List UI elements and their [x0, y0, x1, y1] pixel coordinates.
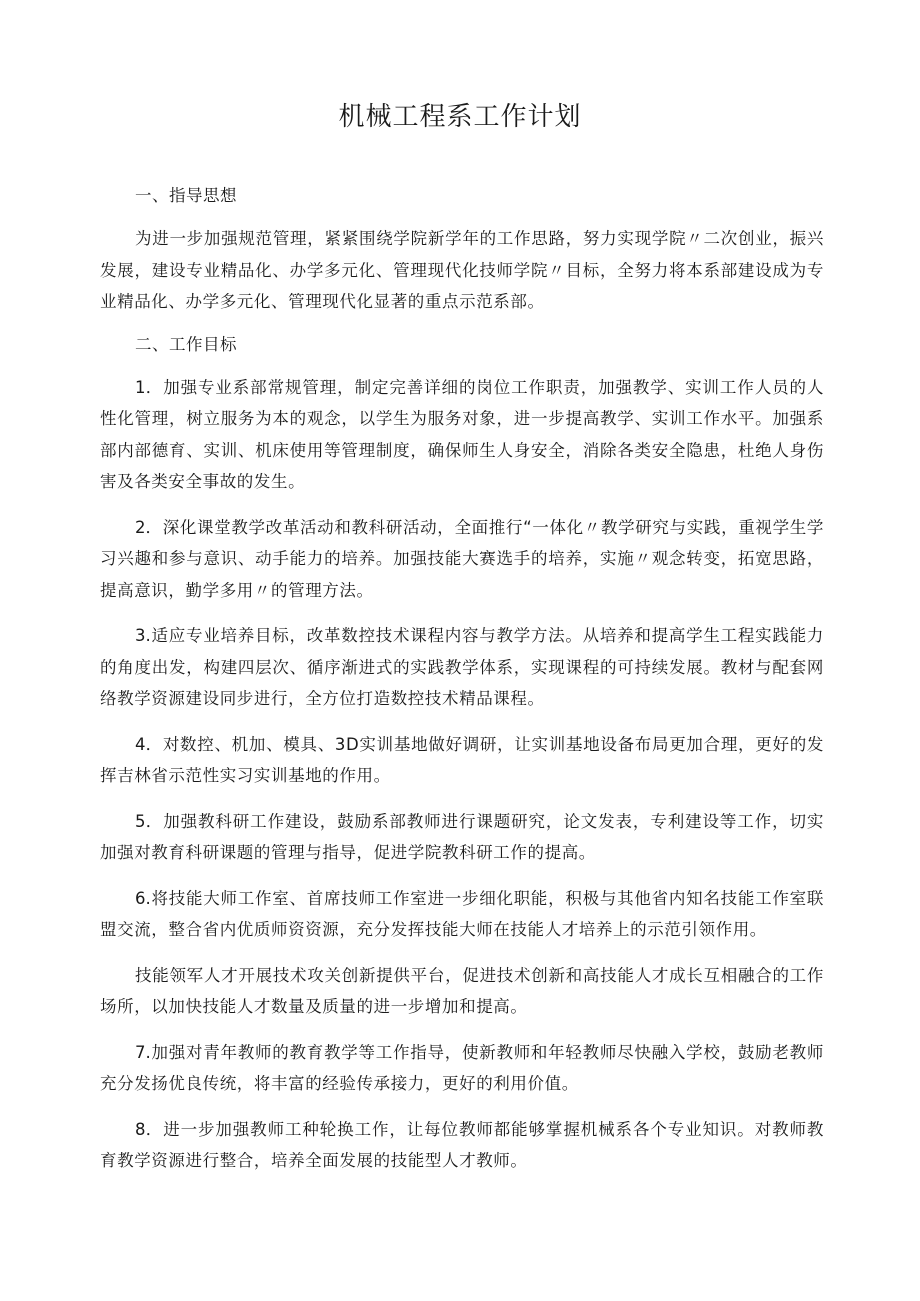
goal-text: ．加强专业系部常规管理，制定完善详细的岗位工作职责，加强教学、实训工作人员的人性化管理，树立服务为本的观念，以学生为服务对象，进一步提高教学、实训工作水平。加强系部内部德育、实训、机床使用等管理制度，确保师生人身安全，消除各类安全隐患，杜绝人身伤害及各类安全事故的发生。: [100, 377, 824, 491]
goal-item-1: [100, 372, 824, 498]
goal-item-6: [100, 883, 824, 946]
goal-text: .加强对青年教师的教育教学等工作指导，使新教师和年轻教师尽快融入学校，鼓励老教师充分发扬优良传统，将丰富的经验传承接力，更好的利用价值。: [100, 1042, 824, 1093]
document-body: [100, 183, 824, 1191]
goal-item-6-continuation: [100, 960, 824, 1023]
goal-number: 7: [135, 1042, 146, 1062]
goal-text: .将技能大师工作室、首席技师工作室进一步细化职能，积极与其他省内知名技能工作室联盟交流，整合省内优质师资资源，充分发挥技能大师在技能人才培养上的示范引领作用。: [100, 888, 824, 939]
document-title: 机械工程系工作计划: [338, 102, 582, 132]
goal-text: ．深化课堂教学改革活动和教科研活动，全面推行“一体化〃教学研究与实践，重视学生学习兴趣和参与意识、动手能力的培养。加强技能大赛选手的培养，实施〃观念转变，拓宽思路，提高意识，勤学多用〃的管理方法。: [100, 517, 824, 600]
goal-number: 6: [135, 888, 146, 908]
goal-item-3: [100, 620, 824, 715]
goal-number: 8: [135, 1119, 146, 1139]
goal-text: ．加强教科研工作建设，鼓励系部教师进行课题研究，论文发表，专利建设等工作，切实加强对教育科研课题的管理与指导，促进学院教科研工作的提高。: [100, 811, 824, 862]
goal-number: 4: [135, 734, 146, 754]
goal-text: ．对数控、机加、模具、3D实训基地做好调研，让实训基地设备布局更加合理，更好的发挥吉林省示范性实习实训基地的作用。: [100, 734, 824, 785]
goal-number: 3: [135, 626, 146, 645]
goal-number: 1: [135, 377, 146, 397]
goal-item-7: [100, 1037, 824, 1100]
goal-number: 2: [135, 517, 146, 537]
goal-item-4: [100, 729, 824, 792]
goal-item-8: [100, 1114, 824, 1177]
paragraph-guiding-ideology: 为进一步加强规范管理，紧紧围绕学院新学年的工作思路，努力实现学院〃二次创业，振兴发展，建设专业精品化、办学多元化、管理现代化技师学院〃目标，全努力将本系部建设成为专业精品化、办学多元化、管理现代化显著的重点示范系部。: [100, 229, 824, 311]
goal-text: 技能领军人才开展技术攻关创新提供平台，促进技术创新和高技能人才成长互相融合的工作场所，以加快技能人才数量及质量的进一步增加和提高。: [100, 965, 824, 1016]
section-heading-guiding-ideology: 一、指导思想: [135, 186, 237, 205]
goal-text: .适应专业培养目标，改革数控技术课程内容与教学方法。从培养和提高学生工程实践能力的角度出发，构建四层次、循序渐进式的实践教学体系，实现课程的可持续发展。教材与配套网络教学资源建设同步进行，全方位打造数控技术精品课程。: [100, 626, 824, 708]
section-heading-work-goals: 二、工作目标: [135, 334, 237, 354]
goal-item-5: [100, 806, 824, 869]
goal-text: ．进一步加强教师工种轮换工作，让每位教师都能够掌握机械系各个专业知识。对教师教育教学资源进行整合，培养全面发展的技能型人才教师。: [100, 1119, 824, 1170]
goal-item-2: [100, 512, 824, 607]
goal-number: 5: [135, 811, 146, 831]
